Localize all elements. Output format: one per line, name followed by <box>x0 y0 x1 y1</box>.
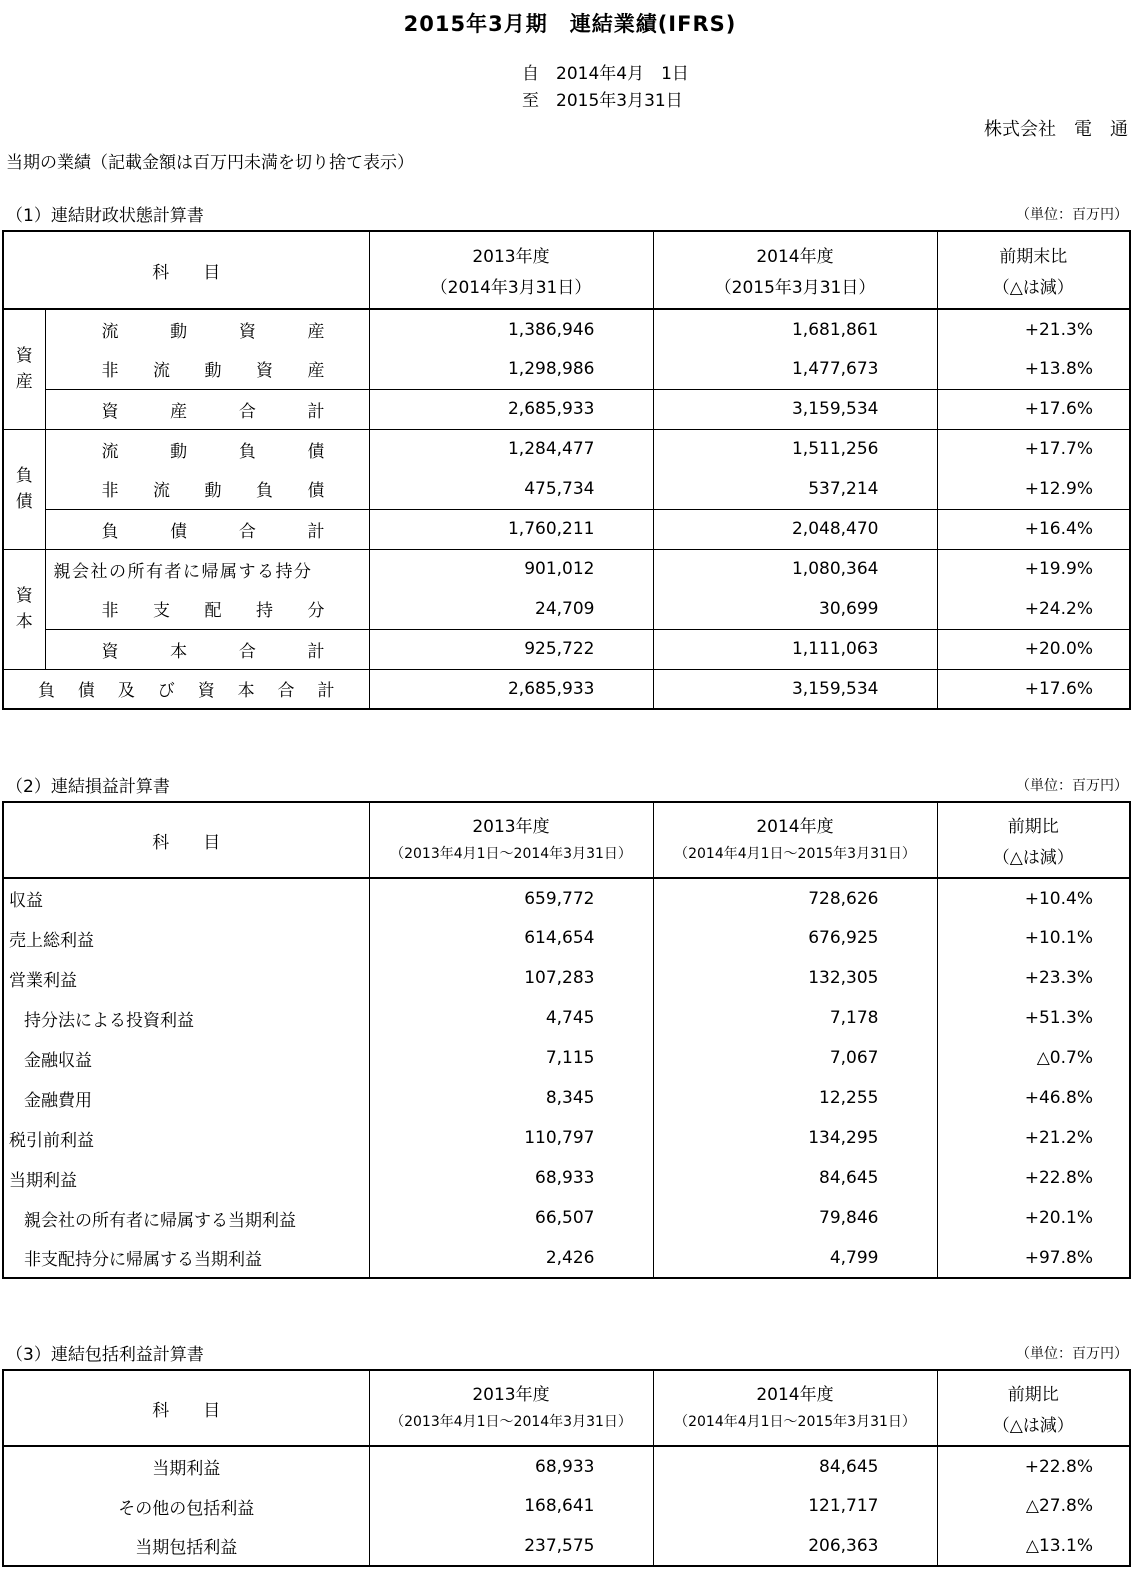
bs-y1-value: 901,012 <box>369 549 653 589</box>
ci-cmp-value: △13.1% <box>1025 1535 1093 1556</box>
pl-y1-value: 659,772 <box>369 878 653 918</box>
bs-col-cmp: 前期末比 <box>999 247 1068 267</box>
pl-row-label: 親会社の所有者に帰属する当期利益 <box>3 1198 369 1238</box>
ci-col-cmp-note: （△は減） <box>937 1408 1130 1446</box>
pl-col-cmp: 前期比 <box>1007 817 1059 837</box>
bs-col-y1: 2013年度 <box>369 231 653 270</box>
pl-y2-value: 7,067 <box>653 1038 937 1078</box>
comprehensive-income-table <box>2 1369 1131 1567</box>
bs-y1-value: 1,298,986 <box>369 349 653 389</box>
ci-y1-value: 237,575 <box>369 1526 653 1566</box>
pl-row-label: 金融費用 <box>3 1078 369 1118</box>
pl-row-label: 当期利益 <box>3 1158 369 1198</box>
period-to: 至 2015年3月31日 <box>522 91 683 111</box>
amount-note: 当期の業績（記載金額は百万円未満を切り捨て表示） <box>6 153 414 173</box>
table-row <box>3 1446 1130 1486</box>
pl-col-y2-date: （2014年4月1日～2015年3月31日） <box>653 840 937 878</box>
ci-row-label: その他の包括利益 <box>3 1486 369 1526</box>
table-row <box>3 669 1130 709</box>
table-row <box>3 1118 1130 1158</box>
bs-row-label: 負 債 及 び 資 本 合 計 <box>3 669 369 709</box>
bs-y2-value: 3,159,534 <box>653 389 937 429</box>
table-row <box>3 1526 1130 1566</box>
pl-cmp-value: +97.8% <box>1024 1247 1093 1268</box>
pl-row-label: 非支配持分に帰属する当期利益 <box>3 1238 369 1278</box>
bs-y1-value: 1,386,946 <box>369 309 653 349</box>
pl-cmp-value: +10.4% <box>1024 888 1093 909</box>
bs-y1-value: 2,685,933 <box>369 389 653 429</box>
bs-unit: （単位：百万円） <box>1016 207 1128 223</box>
table-row <box>3 1078 1130 1118</box>
bs-cmp-value: +16.4% <box>937 509 1130 549</box>
bs-y1-value: 24,709 <box>369 589 653 629</box>
ci-col-y2-date: （2014年4月1日～2015年3月31日） <box>653 1408 937 1446</box>
pl-row-label: 持分法による投資利益 <box>3 998 369 1038</box>
pl-y2-value: 12,255 <box>653 1078 937 1118</box>
table-row <box>3 429 1130 469</box>
bs-y2-value: 1,477,673 <box>653 349 937 389</box>
ci-y2-value: 121,717 <box>653 1486 937 1526</box>
pl-y2-value: 132,305 <box>653 958 937 998</box>
pl-row-label: 売上総利益 <box>3 918 369 958</box>
bs-y2-value: 1,111,063 <box>653 629 937 669</box>
pl-unit: （単位：百万円） <box>1016 778 1128 794</box>
pl-y1-value: 4,745 <box>369 998 653 1038</box>
pl-cmp-value: +22.8% <box>1024 1168 1093 1188</box>
bs-y1-value: 475,734 <box>369 469 653 509</box>
bs-y1-value: 925,722 <box>369 629 653 669</box>
bs-row-label: 親会社の所有者に帰属する持分 <box>45 549 369 589</box>
pl-header-row <box>3 802 1130 840</box>
bs-cmp-value: +12.9% <box>937 469 1130 509</box>
bs-row-label: 非 流 動 負 債 <box>45 469 369 509</box>
bs-y2-value: 1,681,861 <box>653 309 937 349</box>
pl-cmp-value: +23.3% <box>1024 968 1093 988</box>
pl-cmp-value: +51.3% <box>1024 1008 1093 1028</box>
table-row <box>3 469 1130 509</box>
ci-cmp-value: △27.8% <box>1025 1496 1093 1516</box>
table-row <box>3 389 1130 429</box>
table-row <box>3 1486 1130 1526</box>
bs-col-cmp-note: （△は減） <box>937 270 1130 309</box>
table-row <box>3 1238 1130 1278</box>
bs-y2-value: 30,699 <box>653 589 937 629</box>
pl-y1-value: 2,426 <box>369 1238 653 1278</box>
pl-y2-value: 4,799 <box>653 1238 937 1278</box>
ci-row-label: 当期包括利益 <box>3 1526 369 1566</box>
period-from: 自 2014年4月 1日 <box>522 64 689 84</box>
bs-row-label: 資 産 合 計 <box>45 389 369 429</box>
pl-y2-value: 84,645 <box>653 1158 937 1198</box>
bs-y2-value: 1,511,256 <box>653 429 937 469</box>
pl-col-cmp-note: （△は減） <box>937 840 1130 878</box>
ci-col-cmp: 前期比 <box>1007 1385 1059 1405</box>
bs-y2-value: 3,159,534 <box>653 669 937 709</box>
pl-y2-value: 134,295 <box>653 1118 937 1158</box>
bs-col-y2-date: （2015年3月31日） <box>653 270 937 309</box>
company-name: 株式会社 電 通 <box>984 119 1128 140</box>
table-row <box>3 509 1130 549</box>
table-row <box>3 589 1130 629</box>
balance-sheet-table <box>2 230 1131 710</box>
pl-y2-value: 676,925 <box>653 918 937 958</box>
bs-cmp-value: +17.6% <box>937 389 1130 429</box>
bs-cmp-value: +24.2% <box>937 589 1130 629</box>
table-row <box>3 309 1130 349</box>
pl-y1-value: 110,797 <box>369 1118 653 1158</box>
pl-row-label: 収益 <box>3 878 369 918</box>
bs-y1-value: 2,685,933 <box>369 669 653 709</box>
pl-row-label: 金融収益 <box>3 1038 369 1078</box>
bs-section-title: （1）連結財政状態計算書 <box>6 206 204 226</box>
pl-y2-value: 728,626 <box>653 878 937 918</box>
pl-section-title: （2）連結損益計算書 <box>6 777 170 797</box>
bs-y2-value: 537,214 <box>653 469 937 509</box>
pl-col-y1-date: （2013年4月1日～2014年3月31日） <box>369 840 653 878</box>
ci-col-y1: 2013年度 <box>369 1370 653 1408</box>
bs-cmp-value: +17.7% <box>1024 439 1093 460</box>
table-row <box>3 629 1130 669</box>
ci-col-item: 科 目 <box>3 1370 369 1446</box>
pl-cmp-value: +21.2% <box>1024 1128 1093 1148</box>
bs-row-label: 資 本 合 計 <box>45 629 369 669</box>
pl-y2-value: 79,846 <box>653 1198 937 1238</box>
bs-category-assets: 資 産 <box>3 309 45 429</box>
bs-col-y1-date: （2014年3月31日） <box>369 270 653 309</box>
bs-category-liabilities: 負 債 <box>3 429 45 549</box>
bs-y1-value: 1,760,211 <box>369 509 653 549</box>
pl-cmp-value: △0.7% <box>1036 1048 1093 1068</box>
report-title: 2015年3月期 連結業績(IFRS) <box>403 12 737 36</box>
pl-y1-value: 7,115 <box>369 1038 653 1078</box>
bs-cmp-value: +20.0% <box>937 629 1130 669</box>
ci-header-row <box>3 1370 1130 1408</box>
table-row <box>3 549 1130 589</box>
ci-y2-value: 206,363 <box>653 1526 937 1566</box>
table-row <box>3 958 1130 998</box>
table-row <box>3 998 1130 1038</box>
ci-cmp-value: +22.8% <box>1024 1456 1093 1477</box>
pl-y1-value: 614,654 <box>369 918 653 958</box>
pl-cmp-value: +10.1% <box>1024 928 1093 948</box>
ci-y2-value: 84,645 <box>653 1446 937 1486</box>
ci-section-title: （3）連結包括利益計算書 <box>6 1345 204 1365</box>
ci-y1-value: 168,641 <box>369 1486 653 1526</box>
pl-col-y2: 2014年度 <box>653 802 937 840</box>
ci-unit: （単位：百万円） <box>1016 1346 1128 1362</box>
table-row <box>3 918 1130 958</box>
pl-y1-value: 66,507 <box>369 1198 653 1238</box>
bs-category-equity: 資 本 <box>3 549 45 669</box>
pl-y2-value: 7,178 <box>653 998 937 1038</box>
table-row <box>3 1198 1130 1238</box>
pl-y1-value: 107,283 <box>369 958 653 998</box>
pl-y1-value: 8,345 <box>369 1078 653 1118</box>
bs-cmp-value: +13.8% <box>937 349 1130 389</box>
bs-col-item: 科 目 <box>3 231 369 309</box>
table-row <box>3 878 1130 918</box>
bs-col-y2: 2014年度 <box>653 231 937 270</box>
ci-y1-value: 68,933 <box>369 1446 653 1486</box>
table-row <box>3 1158 1130 1198</box>
bs-row-label: 流 動 負 債 <box>45 429 369 469</box>
pl-y1-value: 68,933 <box>369 1158 653 1198</box>
pl-cmp-value: +20.1% <box>1024 1208 1093 1228</box>
bs-cmp-value: +17.6% <box>1024 678 1093 699</box>
bs-row-label: 流 動 資 産 <box>45 309 369 349</box>
bs-y2-value: 1,080,364 <box>653 549 937 589</box>
bs-row-label: 負 債 合 計 <box>45 509 369 549</box>
bs-row-label: 非 流 動 資 産 <box>45 349 369 389</box>
bs-y2-value: 2,048,470 <box>653 509 937 549</box>
table-row <box>3 349 1130 389</box>
ci-row-label: 当期利益 <box>3 1446 369 1486</box>
bs-header-row <box>3 231 1130 270</box>
bs-y1-value: 1,284,477 <box>369 429 653 469</box>
ci-col-y1-date: （2013年4月1日～2014年3月31日） <box>369 1408 653 1446</box>
bs-cmp-value: +21.3% <box>1024 319 1093 340</box>
pl-col-y1: 2013年度 <box>369 802 653 840</box>
pl-row-label: 税引前利益 <box>3 1118 369 1158</box>
ci-col-y2: 2014年度 <box>653 1370 937 1408</box>
bs-cmp-value: +19.9% <box>1024 559 1093 580</box>
pl-cmp-value: +46.8% <box>1024 1088 1093 1108</box>
bs-row-label: 非 支 配 持 分 <box>45 589 369 629</box>
table-row <box>3 1038 1130 1078</box>
pl-col-item: 科 目 <box>3 802 369 878</box>
pl-row-label: 営業利益 <box>3 958 369 998</box>
income-statement-table <box>2 801 1131 1279</box>
